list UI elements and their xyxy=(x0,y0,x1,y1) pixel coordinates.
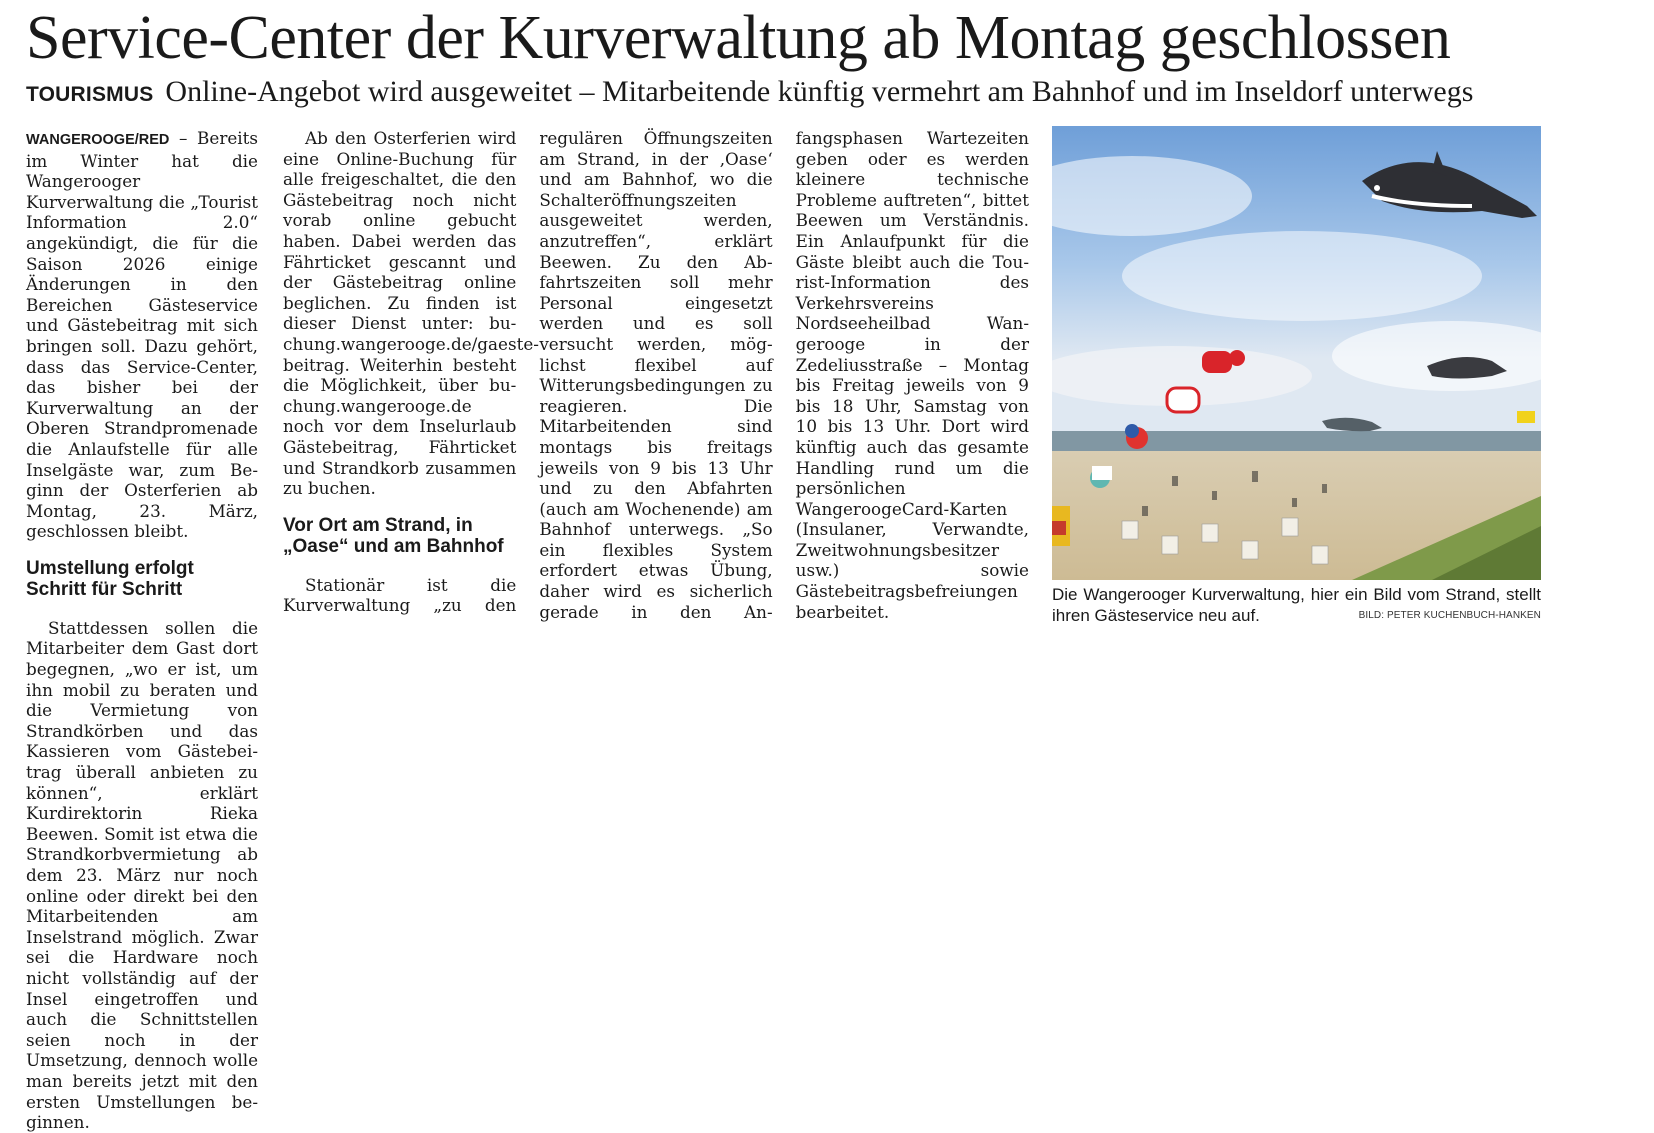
article-paragraph-1 xyxy=(26,128,258,542)
subtitle: Online-Angebot wird ausgeweitet – Mitarbeitende künftig vermehrt am Bahnhof und im Inseldorf unterwegs xyxy=(165,75,1474,108)
article-column-1 xyxy=(26,128,258,1133)
dateline: WANGEROOGE/RED xyxy=(26,132,170,148)
photo-caption: Die Wangerooger Kurverwaltung, hier ein Bild vom Strand, stellt ihren Gästeservice neu auf. xyxy=(1052,585,1541,625)
article-paragraph-4: Stationär ist die Kurverwaltung „zu den regulären Öffnungszeiten am Strand, in der ‚Oase‘ und am Bahnhof, wo die Schalteröffnungszeiten ausgeweitet werden, anzutreffen“, erklärt Beewen. Zu den Abfahrtszeiten soll mehr Personal eingesetzt werden und es soll versucht werden, möglichst flexibel auf Witterungsbedingungen zu reagieren. Die Mitarbeitenden sind montags bis freitags jeweils von 9 bis 13 Uhr und zu den Abfahrten (auch am Wochenende) am Bahnhof unterwegs. „So ein flexibles System erfordert etwas Übung, daher wird es sicherlich gerade in den Anfangsphasen Wartezeiten geben oder es werden kleinere technische Probleme auftreten“, bittet Beewen um Verständnis. Ein Anlaufpunkt für die Gäste bleibt auch die Tourist-Information des Verkehrsvereins Nordseeheilbad Wangerooge in der Zedeliusstraße – Montag bis Freitag jeweils von 9 bis 18 Uhr, Samstag von 10 bis 13 Uhr. Dort wird künftig auch das gesamte Handling rund um die persönlichen WangeroogeCard-Karten (Insulaner, Verwandte, Zweitwohnungsbesitzer usw.) sowie Gästebeitragsbefreiungen bearbeitet. xyxy=(283,128,1029,622)
article-paragraph-3: Ab den Osterferien wird eine Online-Buchung für alle freigeschaltet, die den Gästebeitrag noch nicht vorab online gebucht haben. Dabei werden das Fährticket gescannt und der Gästebeitrag online beglichen. Zu finden ist dieser Dienst unter: buchung.wangerooge.de/gaestebeitrag. Weiterhin besteht die Möglichkeit, über buchung.wangerooge.de noch vor dem Inselurlaub Gästebeitrag, Fährticket und Strandkorb zusammen zu buchen. xyxy=(283,128,539,499)
paragraph-1-text: – Bereits im Winter hat die Wangerooger Kurverwaltung die „Tourist Information 2.0“ angekündigt, die für die Saison 2026 einige Änderungen in den Bereichen Gästeservice und Gästebeitrag mit sich bringen soll. Dazu gehört, dass das Service-Center, das bisher bei der Kurverwaltung an der Oberen Strandpromenade die Anlaufstelle für alle Inselgäste war, zum Beginn der Osterferien ab Montag, 23. März, geschlossen bleibt. xyxy=(26,128,258,542)
photo-credit: BILD: PETER KUCHENBUCH-HANKEN xyxy=(1358,610,1541,621)
subheadline xyxy=(26,72,1473,112)
section-kicker: TOURISMUS xyxy=(26,83,154,106)
subheading-2: Vor Ort am Strand, in „Oase“ und am Bahnhof xyxy=(283,514,504,557)
article-columns-2-4 xyxy=(283,128,1029,628)
article-paragraph-2: Stattdessen sollen die Mitarbeiter dem Gast dort begegnen, „wo er ist, um ihn mobil zu beraten und die Vermietung von Strandkörben und das Kassieren vom Gästebeitrag überall anbieten zu können“, erklärt Kurdirektorin Rieka Beewen. Somit ist etwa die Strandkorbvermietung ab dem 23. März nur noch online oder direkt bei den Mitarbeitenden am Inselstrand möglich. Zwar sei die Hardware noch nicht vollständig auf der Insel eingetroffen und auch die Schnittstellen seien noch in der Umsetzung, dennoch wolle man bereits jetzt mit den ersten Umstellungen beginnen. xyxy=(26,617,258,1133)
subheading-1: Umstellung erfolgt Schritt für Schritt xyxy=(26,557,194,600)
headline: Service-Center der Kurverwaltung ab Montag geschlossen xyxy=(26,4,1451,72)
beach-kites-photo xyxy=(1052,126,1541,580)
